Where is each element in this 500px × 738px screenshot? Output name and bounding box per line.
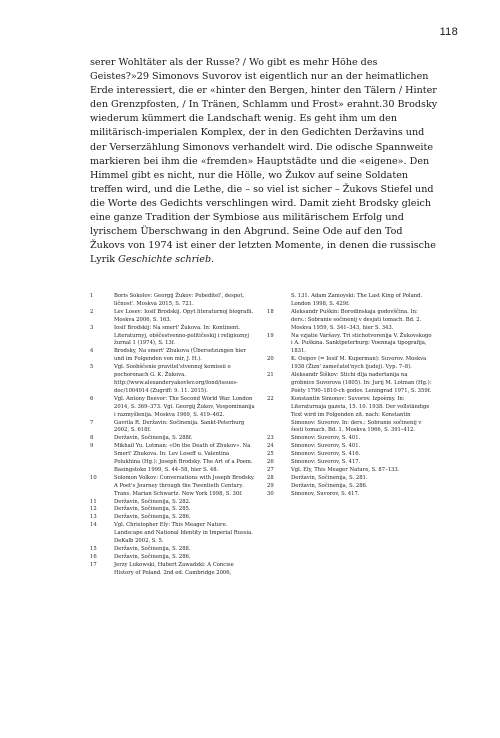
footnote-text: Vgl. Antony Beevor: The Second World War. London 2014, S. 369–373. Vgl. Georgij Žukov, Vospominanija i razmyšlenija. Moskva 1969, S. 419–462.: [114, 395, 255, 418]
body-text: [90, 56, 438, 267]
footnote-text: Vgl. Ely, This Meager Nature, S. 87–133.: [291, 466, 400, 473]
footnotes-right-column: [267, 293, 432, 499]
closing-period: .: [211, 254, 215, 266]
footnote-text: Deržavin, Sočinenija, S. 286.: [114, 553, 191, 560]
footnote: [267, 372, 432, 396]
footnote: [90, 562, 255, 578]
footnote-number: 24: [267, 443, 274, 450]
page-number: 118: [439, 26, 458, 38]
footnote: [267, 467, 432, 475]
footnote: [90, 475, 255, 499]
footnote: [90, 546, 255, 554]
footnote: [90, 514, 255, 522]
footnote-number: 27: [267, 466, 274, 473]
footnote-number: 20: [267, 356, 274, 363]
footnote-text: Jerzy Lukowski, Hubert Zawadzki: A Concise History of Poland. 2nd ed. Cambridge 2006,: [114, 561, 234, 576]
footnote-text: Deržavin, Sočinenija, S. 285.: [114, 506, 191, 513]
footnote-number: 26: [267, 459, 274, 466]
footnote: [90, 348, 255, 364]
footnote-number: 3: [90, 324, 94, 331]
footnote: [267, 491, 432, 499]
footnote: [267, 396, 432, 436]
footnote-number: 14: [90, 522, 97, 529]
footnote: [267, 451, 432, 459]
footnote-text: Simonov: Suvorov, S. 401.: [291, 435, 361, 442]
footnote-text: K. Osipov (= Iosif M. Kuperman): Suvorov. Moskva 1938 (Žizn' zamečatel'nych ljudej). Vyp. 7–8).: [291, 356, 427, 371]
footnote-number: 21: [267, 372, 274, 379]
footnote-text: Brodsky, Na smert' Zhukova (Übersetzungen hier und im Folgenden von mir, J. H.).: [114, 348, 246, 363]
footnote-text: Simonov: Suvorov, S. 417.: [291, 459, 361, 466]
footnote: [90, 396, 255, 420]
footnote: [90, 435, 255, 443]
footnote-text: Deržavin, Sočinenija, S. 288.: [114, 546, 191, 552]
footnote-number: 16: [90, 553, 97, 560]
footnote-number: 8: [90, 435, 94, 442]
footnote-text: Deržavin, Sočinenija, S. 286.: [114, 514, 191, 521]
footnote-number: 5: [90, 364, 94, 371]
footnote-number: 10: [90, 474, 97, 481]
footnote-number: 22: [267, 395, 274, 402]
footnote: [267, 333, 432, 357]
footnote-number: 4: [90, 348, 94, 355]
footnote-text: Vgl. Christopher Ely: This Meager Nature. Landscape and National Identity in Imperial Russia. DeKalb 2002, S. 5.: [114, 522, 253, 545]
footnote-number: 2: [90, 308, 94, 315]
footnote-text: Konstantin Simonov: Suvorov. Izpoèmy. In: Literaturnaja gazeta, 15. 10. 1938. Der vollständige Text wird im Folgenden zit. nach: Konstantin Simonov: Suvorov. In: ders.: Sobranie sočinenij v šesti tomach. Bd. 1. Moskva 1966, S. 391–412.: [291, 395, 430, 434]
footnote-text: Simonov: Suvorov, S. 401.: [291, 443, 361, 450]
footnote-number: 13: [90, 514, 97, 521]
body-paragraph: [90, 56, 438, 267]
footnote-number: 18: [267, 308, 274, 315]
footnote: [267, 483, 432, 491]
footnote-number: 30: [267, 490, 274, 497]
footnote-text: Deržavin, Sočinenija, S. 282.: [114, 498, 191, 505]
footnote: [90, 309, 255, 325]
footnote: [267, 309, 432, 333]
footnote-number: 19: [267, 332, 274, 339]
footnote-number: 15: [90, 546, 97, 552]
footnote: [90, 364, 255, 396]
footnote: [267, 443, 432, 451]
footnote-text: Simonov: Suvorov, S. 416.: [291, 451, 361, 458]
footnote-text: Aleksandr Šiškov: Stichi dlja nadertanija na grobnice Suvorova (1805). In: Jurij M. Lotman (Hg.): Poèty 1790–1810-ch godov. Leningrad 1971, S. 359f.: [291, 372, 432, 394]
footnote: [267, 293, 432, 309]
footnote-text: Solomon Volkov: Conversations with Joseph Brodsky. A Poet's Journey through the Twentieth Century. Trans. Marian Schwartz. New York 1998, S. 30f.: [114, 474, 255, 497]
footnote-number: 7: [90, 419, 94, 426]
footnote-text: Boris Sokolov: Georgij Žukov: Pobeditel', despot, ličnost'. Moskva 2015, S. 721.: [114, 293, 245, 307]
italic-title: Geschichte schrieb: [118, 254, 212, 266]
footnote-number: 12: [90, 506, 97, 513]
footnote-number: 17: [90, 561, 97, 568]
footnote-text: Deržavin, Sočinenija, S. 288f.: [114, 435, 193, 442]
footnote: [267, 435, 432, 443]
footnote-text: Iosif Brodskij: Na smert' Žukova. In: Kontinent. Literaturnyj, obščestvenno-političeskij i religioznyj žurnal 1 (1974), S. 13f.: [114, 324, 250, 347]
footnote: [90, 522, 255, 546]
footnote: [90, 443, 255, 475]
footnote-number: 9: [90, 443, 94, 450]
footnote-text: Deržavin, Sočinenija, S. 286.: [291, 482, 368, 489]
footnote: [267, 356, 432, 372]
footnote-text: Na vzjatie Varšavy. Tri stichotvorenija V. Žukovskogo i A. Puškina. Sanktpeterburg: Voennaja tipografija, 1831.: [291, 332, 432, 355]
footnote: [267, 475, 432, 483]
footnote-number: 1: [90, 293, 94, 299]
body-paragraph-text: serer Wohltäter als der Russe? / Wo gibt es mehr Höhe des Geistes?»29 Simonovs Suvorov ist eigentlich nur an der heimatlichen Erde interessiert, die er «hinter den Bergen, hinter den Tälern / Hinter den Grenzpfosten, / In Tränen, Schlamm und Frost» erahnt.30 Brodsky wiederum kümmert die Landschaft wenig. Es geht ihm um den militärisch-imperialen Komplex, der in den Gedichten Deržavins und der Verserzählung Simonovs verhandelt wird. Die odische Spannweite markieren bei ihm die «fremden» Hauptstädte und die «eigene». Den Himmel gibt es nicht, nur die Hölle, wo Žukov auf seine Soldaten treffen wird, und die Lethe, die – so viel ist sicher – Žukovs Stiefel und die Worte des Gedichts verschlingen wird. Damit zieht Brodsky gleich eine ganze Tradition der Symbiose aus militärischem Erfolg und lyrischem Überschwang in den Abgrund. Seine Ode auf den Tod Žukovs von 1974 ist einer der letzten Momente, in denen die russische Lyrik: [90, 57, 438, 266]
footnote-text: Mikhail Yu. Lotman: «On the Death of Zhukov». Na Smert' Zhukova. In: Lev Loseff u. Valentina Polukhina (Hg.): Joseph Brodsky. The Art of a Poem. Basingstoke 1999, S. 44–58, hier S. 48.: [114, 443, 253, 473]
footnote-text: Simonov, Suvorov, S. 417.: [291, 490, 360, 497]
footnote-number: 11: [90, 498, 97, 505]
footnote: [90, 554, 255, 562]
footnote-text: Aleksandr Puškin: Borodinskaja godovščina. In: ders.: Sobranie sočinenij v desjati tomach. Bd. 2. Moskva 1959, S. 341–343, hier S. 343.: [291, 308, 422, 331]
footnote-text: S. 131. Adam Zamoyski: The Last King of Poland. London 1998, S. 429f.: [291, 293, 423, 307]
footnote-text: Deržavin, Sočinenija, S. 281.: [291, 474, 368, 481]
footnote-number: 28: [267, 474, 274, 481]
footnote: [267, 459, 432, 467]
footnotes-left-column: [90, 293, 255, 578]
footnote-number: 6: [90, 395, 94, 402]
footnote-number: 29: [267, 482, 274, 489]
footnote: [90, 293, 255, 309]
footnote-text: Gavrila R. Deržavin: Sočinenija. Sankt-Peterburg 2002, S. 618f.: [114, 419, 245, 434]
footnote-number: 25: [267, 451, 274, 458]
footnote-number: 23: [267, 435, 274, 442]
footnote-text: Vgl. Soobščenie pravitel'stvennoj komissii o pochoronach G. K. Žukova. http://www.alexanderyakovlev.org/fond/issues-doc/1004914 (Zugriff: 9. 11. 2015).: [114, 364, 238, 394]
footnote: [90, 420, 255, 436]
footnotes: [90, 293, 442, 713]
footnote-text: Lev Losev: Iosif Brodskij. Opyt literaturnoj biografii. Moskva 2006, S. 163.: [114, 308, 254, 323]
footnote: [90, 325, 255, 349]
